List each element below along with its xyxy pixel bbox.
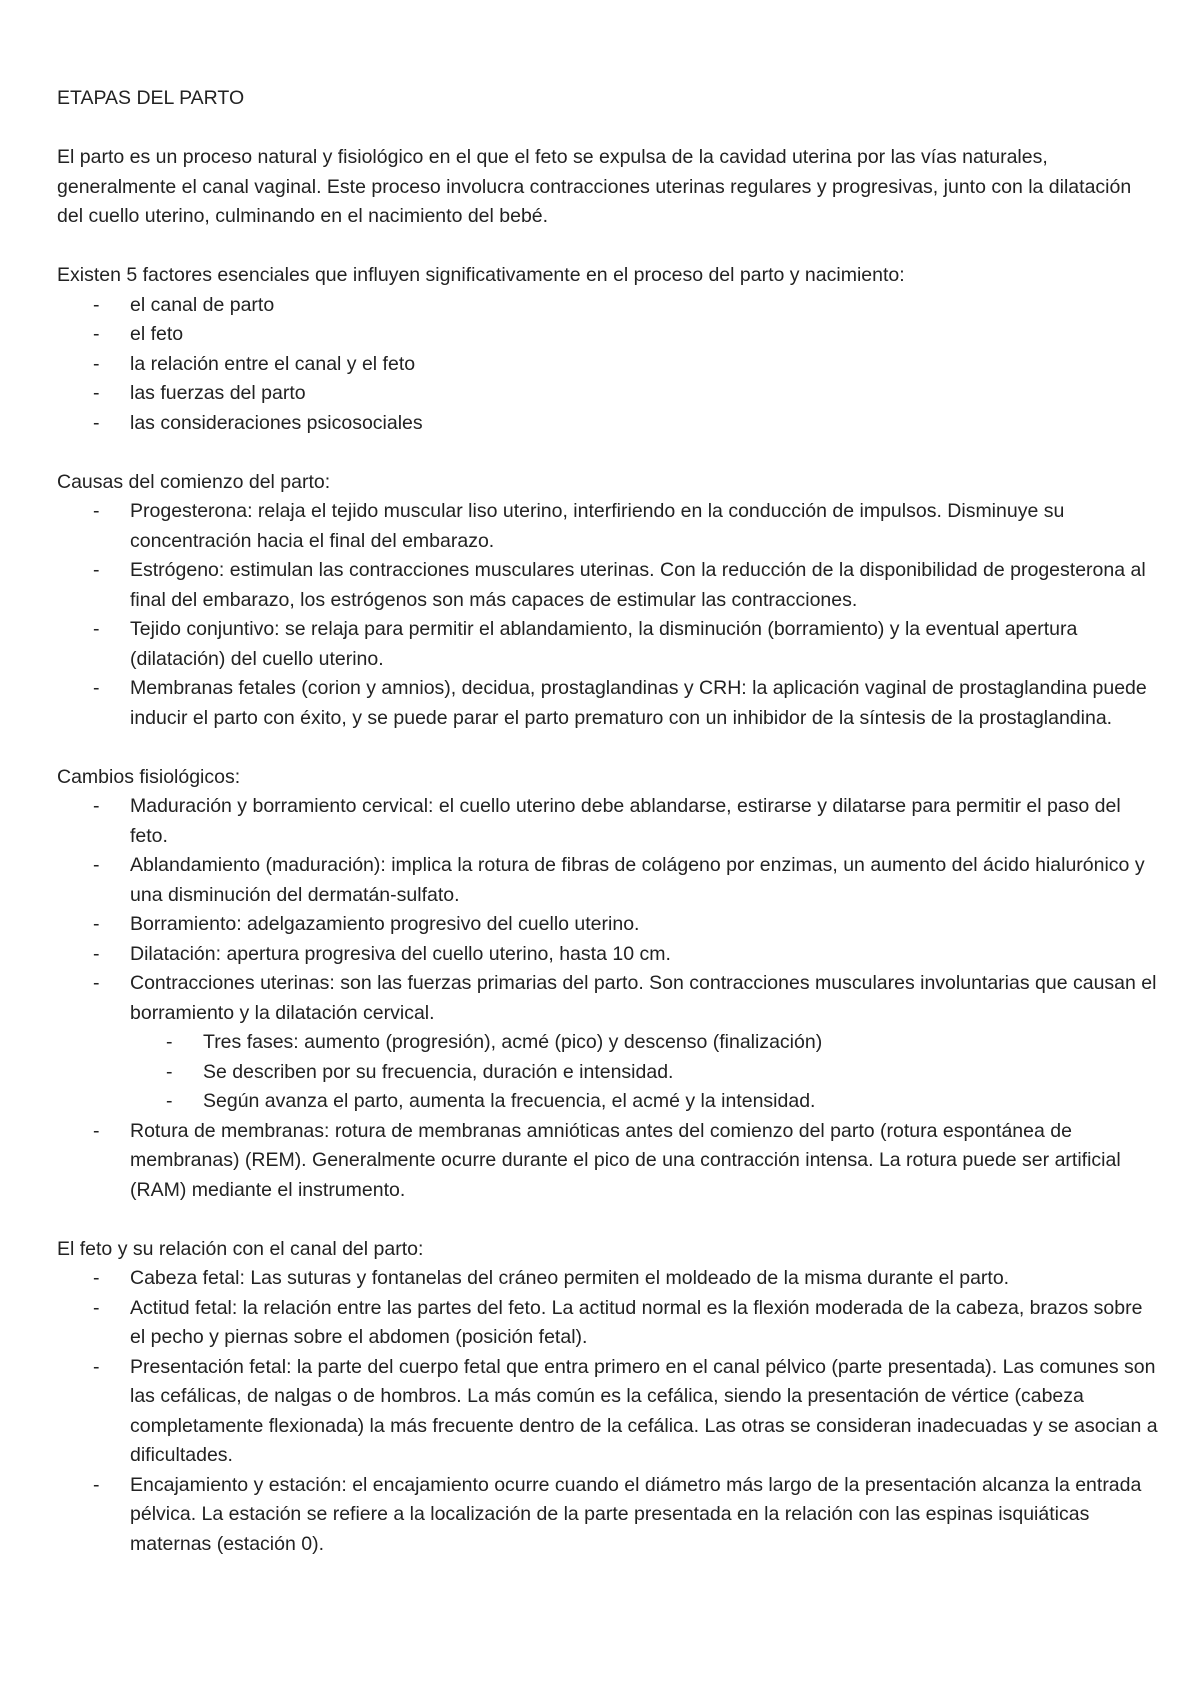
list-item xyxy=(57,674,1160,733)
sublist-item xyxy=(130,1028,1160,1058)
causas-heading: Causas del comienzo del parto: xyxy=(57,470,331,493)
list-item xyxy=(57,320,1160,350)
bullet-dash: - xyxy=(93,1355,100,1378)
bullet-dash: - xyxy=(93,972,100,994)
list-item-text: el feto xyxy=(130,323,184,345)
bullet-dash: - xyxy=(93,618,100,640)
bullet-dash: - xyxy=(93,1119,100,1142)
bullet-dash: - xyxy=(93,1296,100,1319)
bullet-dash: - xyxy=(93,795,100,817)
list-item xyxy=(57,851,1160,910)
bullet-dash: - xyxy=(93,382,100,404)
list-item-text: Estrógeno: estimulan las contracciones musculares uterinas. Con la reducción de la disponibilidad de progesterona al final del embarazo, los estrógenos son más capaces de estimular las contracciones. xyxy=(130,559,1146,611)
feto-list xyxy=(57,1264,1160,1559)
list-item-text: Dilatación: apertura progresiva del cuello uterino, hasta 10 cm. xyxy=(130,942,671,965)
list-item xyxy=(57,1294,1160,1353)
feto-heading: El feto y su relación con el canal del parto: xyxy=(57,1237,424,1260)
bullet-dash: - xyxy=(166,1031,173,1053)
intro-paragraph: El parto es un proceso natural y fisiológico en el que el feto se expulsa de la cavidad uterina por las vías naturales, generalmente el canal vaginal. Este proceso involucra contracciones uterinas regulares y progresivas, junto con la dilatación del cuello uterino, culminando en el nacimiento del bebé. xyxy=(57,146,1132,227)
factores-list xyxy=(57,291,1160,439)
list-item xyxy=(57,1117,1160,1206)
causas-list xyxy=(57,497,1160,733)
list-item-text: Actitud fetal: la relación entre las partes del feto. La actitud normal es la flexión moderada de la cabeza, brazos sobre el pecho y piernas sobre el abdomen (posición fetal). xyxy=(130,1296,1143,1348)
list-item-text: Borramiento: adelgazamiento progresivo del cuello uterino. xyxy=(130,913,640,935)
bullet-dash: - xyxy=(93,913,100,935)
list-item xyxy=(57,940,1160,970)
list-item-text: las fuerzas del parto xyxy=(130,382,306,404)
list-item-text: el canal de parto xyxy=(130,293,275,316)
list-item xyxy=(57,1264,1160,1294)
list-item xyxy=(57,291,1160,321)
bullet-dash: - xyxy=(93,1473,100,1496)
list-item-text: Rotura de membranas: rotura de membranas amnióticas antes del comienzo del parto (rotura espontánea de membranas) (REM). Generalmente ocurre durante el pico de una contracción intensa. La rotura puede ser artificial (RAM) mediante el instrumento. xyxy=(130,1119,1121,1201)
list-item-text: Maduración y borramiento cervical: el cuello uterino debe ablandarse, estirarse y dilatarse para permitir el paso del feto. xyxy=(130,795,1121,847)
list-item-text: las consideraciones psicosociales xyxy=(130,411,423,434)
bullet-dash: - xyxy=(93,411,100,434)
bullet-dash: - xyxy=(93,500,100,522)
contracciones-sublist xyxy=(130,1028,1160,1117)
sublist-item xyxy=(130,1087,1160,1117)
list-item-text: Contracciones uterinas: son las fuerzas primarias del parto. Son contracciones musculares involuntarias que causan el borramiento y la dilatación cervical. xyxy=(130,972,1157,1024)
bullet-dash: - xyxy=(93,293,100,316)
bullet-dash: - xyxy=(93,942,100,965)
list-item-text: Progesterona: relaja el tejido muscular liso uterino, interfiriendo en la conducción de impulsos. Disminuye su concentración hacia el final del embarazo. xyxy=(130,500,1065,552)
sublist-item-text: Se describen por su frecuencia, duración e intensidad. xyxy=(203,1060,674,1083)
bullet-dash: - xyxy=(93,854,100,876)
spacer xyxy=(57,1205,1160,1235)
cambios-list xyxy=(57,792,1160,1205)
list-item xyxy=(57,350,1160,380)
list-item xyxy=(57,556,1160,615)
list-item xyxy=(57,910,1160,940)
list-item xyxy=(57,969,1160,1117)
sublist-item xyxy=(130,1058,1160,1088)
list-item xyxy=(57,409,1160,439)
list-item-text: la relación entre el canal y el feto xyxy=(130,352,416,375)
list-item-text: Membranas fetales (corion y amnios), decidua, prostaglandinas y CRH: la aplicación vaginal de prostaglandina puede inducir el parto con éxito, y se puede parar el parto prematuro con un inhibidor de la síntesis de la prostaglandina. xyxy=(130,677,1147,729)
list-item xyxy=(57,497,1160,556)
cambios-heading: Cambios fisiológicos: xyxy=(57,765,241,788)
bullet-dash: - xyxy=(93,323,100,345)
bullet-dash: - xyxy=(93,352,100,375)
list-item-text: Tejido conjuntivo: se relaja para permitir el ablandamiento, la disminución (borramiento) y la eventual apertura (dilatación) del cuello uterino. xyxy=(130,618,1078,670)
bullet-dash: - xyxy=(166,1090,173,1112)
bullet-dash: - xyxy=(166,1060,173,1083)
sublist-item-text: Tres fases: aumento (progresión), acmé (pico) y descenso (finalización) xyxy=(203,1031,823,1053)
list-item-text: Ablandamiento (maduración): implica la rotura de fibras de colágeno por enzimas, un aumento del ácido hialurónico y una disminución del dermatán-sulfato. xyxy=(130,854,1145,906)
bullet-dash: - xyxy=(93,677,100,699)
spacer xyxy=(57,232,1160,262)
spacer xyxy=(57,733,1160,763)
bullet-dash: - xyxy=(93,559,100,581)
list-item xyxy=(57,615,1160,674)
list-item xyxy=(57,792,1160,851)
spacer xyxy=(57,438,1160,468)
list-item xyxy=(57,1471,1160,1560)
list-item xyxy=(57,1353,1160,1471)
factores-heading: Existen 5 factores esenciales que influyen significativamente en el proceso del parto y nacimiento: xyxy=(57,264,905,286)
list-item-text: Cabeza fetal: Las suturas y fontanelas del cráneo permiten el moldeado de la misma durante el parto. xyxy=(130,1267,1010,1289)
list-item xyxy=(57,379,1160,409)
list-item-text: Presentación fetal: la parte del cuerpo fetal que entra primero en el canal pélvico (parte presentada). Las comunes son las cefálicas, de nalgas o de hombros. La más común es la cefálica, siendo la presentación de vértice (cabeza completamente flexionada) la más frecuente dentro de la cefálica. Las otras se consideran inadecuadas y se asocian a dificultades. xyxy=(130,1355,1158,1466)
document-title: ETAPAS DEL PARTO xyxy=(57,87,245,109)
sublist-item-text: Según avanza el parto, aumenta la frecuencia, el acmé y la intensidad. xyxy=(203,1090,816,1112)
bullet-dash: - xyxy=(93,1267,100,1289)
list-item-text: Encajamiento y estación: el encajamiento ocurre cuando el diámetro más largo de la presentación alcanza la entrada pélvica. La estación se refiere a la localización de la parte presentada en la relación con las espinas isquiáticas maternas (estación 0). xyxy=(130,1473,1142,1555)
spacer xyxy=(57,114,1160,144)
